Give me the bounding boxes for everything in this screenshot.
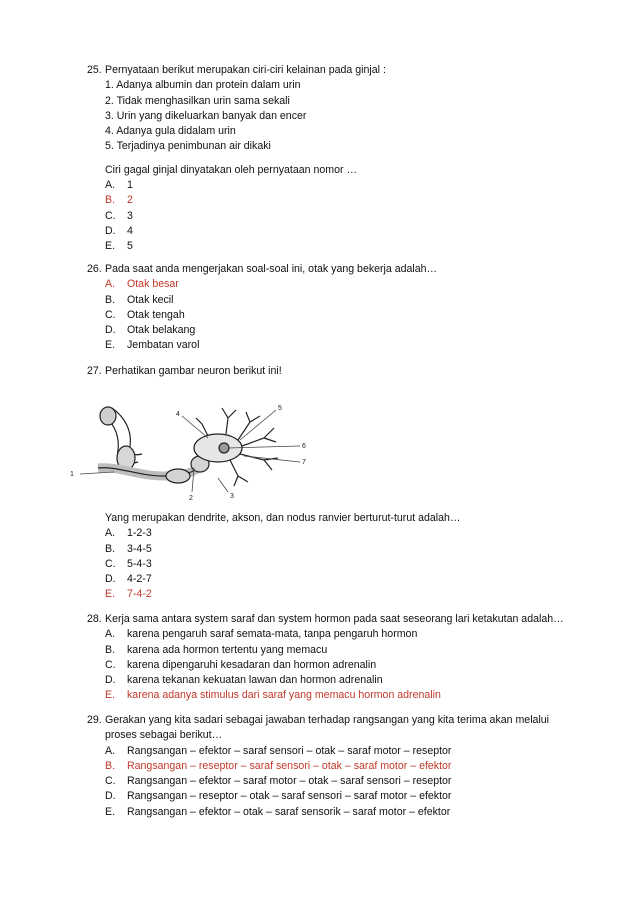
option-letter: B. [105,643,116,656]
question-26 [87,262,607,354]
option-text: 5-4-3 [127,557,152,570]
option-text: Otak belakang [127,324,196,337]
option-letter: A. [105,527,116,540]
option-text: karena ada hormon tertentu yang memacu [127,643,328,656]
option-e [87,805,607,820]
question-stem: Pada saat anda mengerjakan soal-soal ini, otak yang bekerja adalah… [105,263,438,275]
option-letter: E. [105,240,116,253]
option-text: 3 [127,209,133,222]
dendrite [230,460,248,486]
figure-label-4: 4 [176,411,180,418]
option-letter: B. [105,194,116,207]
option-text: Jembatan varol [127,339,200,352]
figure-label-1: 1 [70,471,74,478]
option-text: 5 [127,240,133,253]
option-letter: C. [105,658,116,671]
option-b [87,643,607,658]
statement: 3. Urin yang dikeluarkan banyak dan encer [105,109,307,122]
option-letter: E. [105,805,116,818]
option-text: 1-2-3 [127,527,152,540]
neuron-diagram [68,398,328,504]
option-b-correct [87,759,607,774]
option-letter: C. [105,557,116,570]
option-letter: A. [105,744,116,757]
figure-label-3: 3 [230,493,234,500]
option-a [87,526,607,541]
statement: 4. Adanya gula didalam urin [105,125,236,138]
option-text: 4 [127,224,133,237]
option-a [87,178,607,193]
option-c [87,774,607,789]
option-letter: B. [105,759,116,772]
figure-label-5: 5 [278,405,282,412]
option-d [87,224,607,239]
option-a-correct [87,277,607,292]
option-letter: B. [105,293,116,306]
option-letter: D. [105,573,116,586]
option-letter: D. [105,674,116,687]
option-text: Otak kecil [127,293,174,306]
option-letter: D. [105,790,116,803]
option-letter: A. [105,179,116,192]
question-27 [87,364,607,379]
option-text: 1 [127,179,133,192]
option-letter: A. [105,628,116,641]
option-a [87,627,607,642]
option-text: karena pengaruh saraf semata-mata, tanpa pengaruh hormon [127,628,418,641]
neuron-figure [68,398,328,504]
question-stem: Pernyataan berikut merupakan ciri-ciri kelainan pada ginjal : [105,64,386,76]
question-stem-continued: proses sebagai berikut… [105,729,223,742]
question-number: 29. [87,714,102,726]
question-stem: Gerakan yang kita sadari sebagai jawaban terhadap rangsangan yang kita terima akan melalui [105,714,550,726]
question-stem: Perhatikan gambar neuron berikut ini! [105,365,282,377]
dendrite [222,408,236,434]
option-text: Otak tengah [127,308,185,321]
option-text: Rangsangan – reseptor – otak – saraf sensori – saraf motor – efektor [127,790,452,803]
option-text: 7-4-2 [127,588,152,601]
option-c [87,308,607,323]
option-letter: D. [105,324,116,337]
option-letter: D. [105,224,116,237]
option-b [87,293,607,308]
option-d [87,572,607,587]
option-letter: C. [105,308,116,321]
option-b [87,542,607,557]
figure-label-6: 6 [302,443,306,450]
question-stem: Kerja sama antara system saraf dan system hormon pada saat seseorang lari ketakutan adalah… [105,613,564,625]
option-d [87,789,607,804]
question-25 [87,63,607,255]
option-a [87,744,607,759]
option-text: Rangsangan – efektor – saraf motor – otak – saraf sensori – reseptor [127,775,452,788]
option-c [87,209,607,224]
figure-label-2: 2 [189,495,193,502]
option-letter: A. [105,278,116,291]
dendrite [242,428,276,446]
option-letter: C. [105,209,116,222]
option-b-correct [87,193,607,208]
option-text: 4-2-7 [127,573,152,586]
option-c [87,658,607,673]
myelin-segment [166,469,190,483]
option-text: Rangsangan – efektor – saraf sensori – otak – saraf motor – reseptor [127,744,452,757]
option-c [87,557,607,572]
option-letter: E. [105,339,116,352]
option-text: 2 [127,194,133,207]
option-e-correct [87,688,607,703]
question-29 [87,713,607,820]
option-letter: E. [105,588,116,601]
statement: 5. Terjadinya penimbunan air dikaki [105,140,271,153]
statement: 2. Tidak menghasilkan urin sama sekali [105,94,290,107]
myelin-segment [100,407,116,425]
option-text: Otak besar [127,278,179,291]
question-number: 26. [87,263,102,275]
option-text: 3-4-5 [127,542,152,555]
question-prompt: Yang merupakan dendrite, akson, dan nodus ranvier berturut-turut adalah… [105,512,461,524]
option-text: karena dipengaruhi kesadaran dan hormon adrenalin [127,658,377,671]
option-text: karena tekanan kekuatan lawan dan hormon adrenalin [127,674,383,687]
option-letter: C. [105,775,116,788]
nucleus [219,443,229,453]
option-e-correct [87,587,607,602]
question-prompt: Ciri gagal ginjal dinyatakan oleh pernyataan nomor … [105,163,358,176]
option-text: karena adanya stimulus dari saraf yang memacu hormon adrenalin [127,689,441,702]
option-d [87,673,607,688]
question-number: 27. [87,365,102,377]
option-e [87,338,607,353]
figure-label-7: 7 [302,459,306,466]
question-28 [87,612,607,704]
option-e [87,239,607,254]
statement: 1. Adanya albumin dan protein dalam urin [105,79,301,92]
option-d [87,323,607,338]
option-text: Rangsangan – efektor – otak – saraf sensorik – saraf motor – efektor [127,805,451,818]
option-letter: E. [105,689,116,702]
question-27-options [87,511,607,603]
option-text: Rangsangan – reseptor – saraf sensori – otak – saraf motor – efektor [127,759,452,772]
question-number: 28. [87,613,102,625]
question-number: 25. [87,64,102,76]
option-letter: B. [105,542,116,555]
